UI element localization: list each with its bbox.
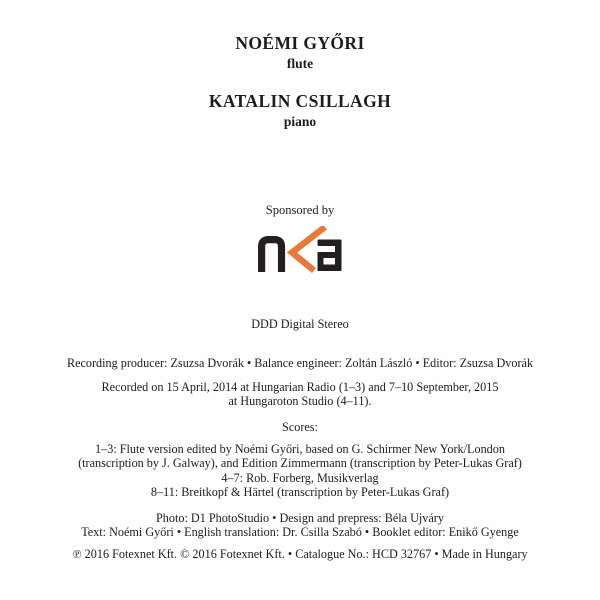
performer-name-flute: NOÉMI GYŐRI [235,33,365,53]
scores-heading: Scores: [282,420,318,434]
performer-name-piano: KATALIN CSILLAGH [208,91,392,111]
design-credit-line: Photo: D1 PhotoStudio • Design and prepress: Béla Ujváry [156,510,444,525]
scores-line: 1–3: Flute version edited by Noémi Győri, based on G. Schirmer New York/London [95,441,505,456]
sponsored-by-label: Sponsored by [265,203,335,217]
scores-line: 4–7: Rob. Forberg, Musikverlag [221,470,379,485]
scores-line: (transcription by J. Galway), and Edition Zimmermann (transcription by Peter-Lukas Graf) [78,456,522,470]
copyright-line: ℗ 2016 Fotexnet Kft. © 2016 Fotexnet Kft. • Catalogue No.: HCD 32767 • Made in Hungary [72,547,528,561]
nka-logo [258,226,342,273]
nka-logo-letter-a [318,240,342,272]
performer-instrument-flute: flute [286,56,314,71]
nka-logo-letter-n [262,240,282,272]
performer-instrument-piano: piano [283,114,317,129]
production-credit-line: Recording producer: Zsuzsa Dvorák • Balance engineer: Zoltán László • Editor: Zsuzsa Dvorák [66,356,534,370]
scores-line: 8–11: Breitkopf & Härtel (transcription by Peter-Lukas Graf) [150,485,450,499]
nka-logo-graphic [258,226,342,273]
recording-info-line: Recorded on 15 April, 2014 at Hungarian Radio (1–3) and 7–10 September, 2015 [101,379,499,394]
recording-info-line: at Hungaroton Studio (4–11). [228,394,372,408]
audio-format-label: DDD Digital Stereo [251,317,349,331]
design-credit-line: Text: Noémi Győri • English translation: Dr. Csilla Szabó • Booklet editor: Enikő Gyenge [81,525,519,539]
